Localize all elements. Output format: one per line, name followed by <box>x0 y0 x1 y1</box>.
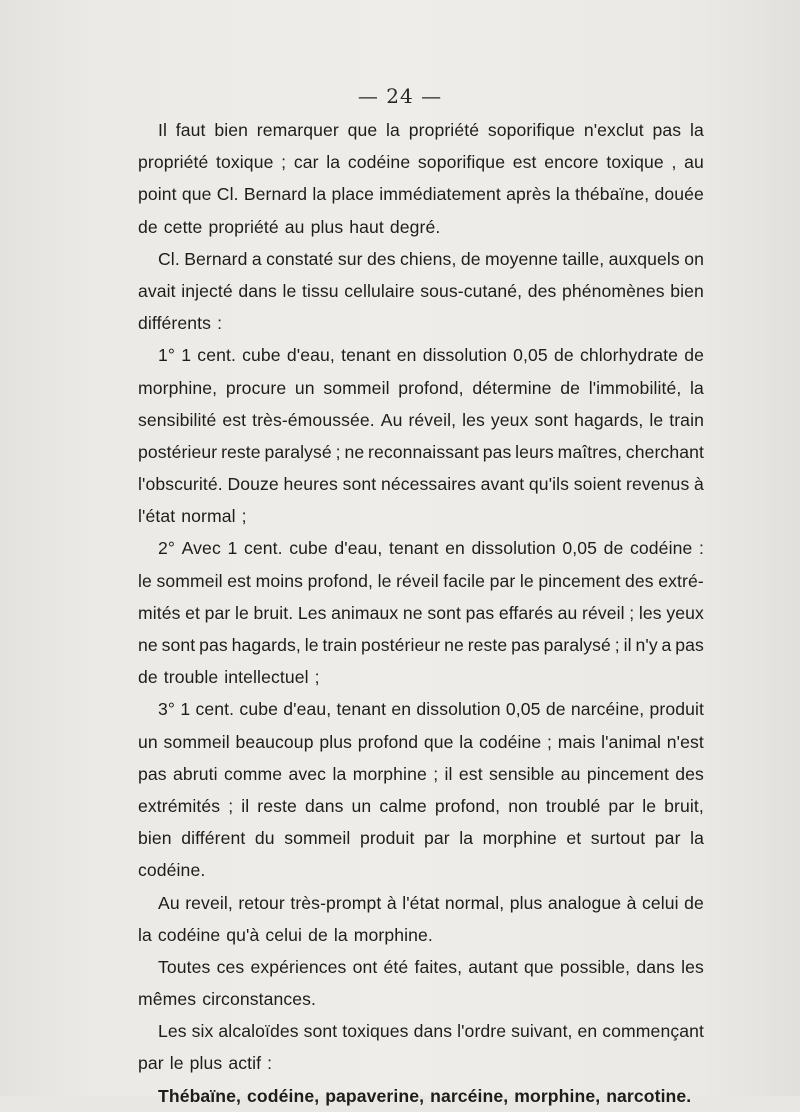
text-line: mités et par le bruit. Les animaux ne sont pas effarés au réveil ; les yeux <box>138 602 704 623</box>
body-text <box>138 114 704 1112</box>
text-line: point que Cl. Bernard la place immédiatement après la thébaïne, douée <box>138 184 704 205</box>
text-line: l'état normal ; <box>138 506 247 527</box>
text-line: 1° 1 cent. cube d'eau, tenant en dissolution 0,05 de chlorhydrate de <box>158 345 704 366</box>
text-line: Il faut bien remarquer que la propriété soporifique n'exclut pas la <box>158 120 704 140</box>
text-line: codéine. <box>138 860 206 881</box>
text-line: bien différent du sommeil produit par la morphine et surtout par la <box>138 828 704 849</box>
text-line: mêmes circonstances. <box>138 989 317 1010</box>
text-line: par le plus actif : <box>138 1053 273 1074</box>
text-line: avait injecté dans le tissu cellulaire sous-cutané, des phénomènes bien <box>138 280 704 301</box>
text-line: la codéine qu'à celui de la morphine. <box>138 924 433 945</box>
text-line: ne sont pas hagards, le train postérieur ne reste pas paralysé ; il n'y a pas <box>138 635 704 655</box>
text-line: 3° 1 cent. cube d'eau, tenant en dissolution 0,05 de narcéine, produit <box>158 699 704 720</box>
text-line: l'obscurité. Douze heures sont nécessaires avant qu'ils soient revenus à <box>138 474 704 495</box>
text-line: propriété toxique ; car la codéine soporifique est encore toxique , au <box>138 152 704 173</box>
text-line: sensibilité est très-émoussée. Au réveil, les yeux sont hagards, le train <box>138 409 704 430</box>
text-line: pas abruti comme avec la morphine ; il est sensible au pincement des <box>138 763 704 784</box>
text-line: postérieur reste paralysé ; ne reconnaissant pas leurs maîtres, cherchant <box>138 441 704 462</box>
text-line: Au reveil, retour très-prompt à l'état normal, plus analogue à celui de <box>158 892 704 913</box>
text-line: de trouble intellectuel ; <box>138 667 320 688</box>
text-line: différents : <box>138 313 223 334</box>
text-line: Thébaïne, codéine, papaverine, narcéine, morphine, narcotine. <box>158 1085 692 1106</box>
text-line: Toutes ces expériences ont été faites, autant que possible, dans les <box>158 956 704 977</box>
text-line: 2° Avec 1 cent. cube d'eau, tenant en dissolution 0,05 de codéine : <box>158 538 704 559</box>
page-number: — 24 — <box>357 84 443 108</box>
text-line: le sommeil est moins profond, le réveil facile par le pincement des extré- <box>138 570 704 591</box>
text-line: Cl. Bernard a constaté sur des chiens, de moyenne taille, auxquels on <box>158 248 704 269</box>
text-line: de cette propriété au plus haut degré. <box>138 216 441 237</box>
text-line: un sommeil beaucoup plus profond que la codéine ; mais l'animal n'est <box>138 731 704 752</box>
text-line: extrémités ; il reste dans un calme profond, non troublé par le bruit, <box>138 795 704 816</box>
text-line: morphine, procure un sommeil profond, détermine de l'immobilité, la <box>138 377 704 398</box>
text-line: Les six alcaloïdes sont toxiques dans l'ordre suivant, en commençant <box>158 1021 704 1042</box>
